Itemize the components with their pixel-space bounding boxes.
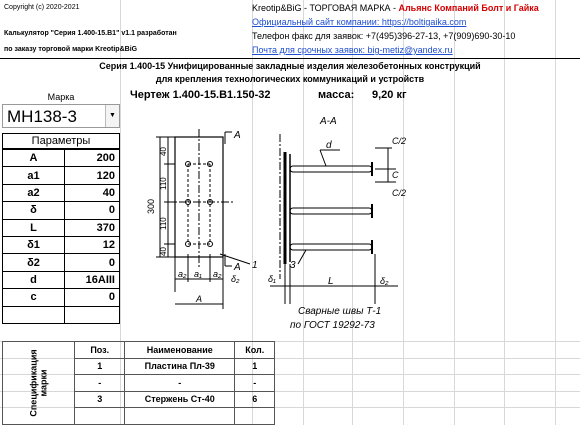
weld-note-2: по ГОСТ 19292-73 (290, 320, 375, 331)
param-row (3, 306, 120, 323)
dim-40-top: 40 (159, 147, 168, 156)
param-row (3, 167, 120, 184)
param-row (3, 219, 120, 236)
param-row (3, 236, 120, 253)
param-key: c (3, 289, 65, 306)
dropdown-arrow-icon[interactable]: ▼ (105, 105, 119, 127)
mass-value: 9,20 кг (372, 89, 407, 101)
param-key: δ (3, 202, 65, 219)
spec-cell-pos (75, 408, 125, 425)
param-value[interactable] (65, 306, 120, 323)
delta-x-label: δ₂ (380, 276, 389, 286)
spec-header-name: Наименование (125, 342, 235, 359)
param-row (3, 289, 120, 306)
dim-40-bottom: 40 (159, 247, 168, 256)
spec-cell-qty (235, 408, 275, 425)
c2-top-label: С/2 (392, 136, 407, 146)
spec-cell-name (125, 408, 235, 425)
param-row (3, 184, 120, 201)
dim-300: 300 (146, 198, 156, 214)
spec-cell-name: Стержень Ст-40 (125, 391, 235, 408)
copyright-text: Copyright (c) 2020-2021 (4, 4, 80, 11)
a-mark-top: А (234, 130, 241, 141)
calc-line-2: по заказу торговой марки Kreotip&BiG (4, 46, 138, 53)
phone-line: Телефон факс для заявок: +7(495)396-27-13, +7(909)690-30-10 (252, 31, 516, 41)
spec-cell-name: - (125, 375, 235, 392)
spec-header-row (3, 342, 275, 359)
spec-cell-qty: - (235, 375, 275, 392)
spec-side-label-1: Спецификация (28, 349, 39, 417)
section-label: А-А (320, 116, 337, 127)
param-key: δ1 (3, 236, 65, 253)
c-label: С (392, 170, 399, 180)
spec-side-label-2: марки (38, 369, 49, 397)
param-row (3, 150, 120, 167)
spec-cell-qty: 6 (235, 391, 275, 408)
spec-header-qty: Кол. (235, 342, 275, 359)
email-link[interactable]: Почта для срочных заявок: big-metiz@yandex.ru (252, 45, 453, 55)
brand-prefix: Kreotip&BiG - ТОРГОВАЯ МАРКА - (252, 3, 399, 13)
series-title-2: для крепления технологических коммуникаций и устройств (155, 74, 425, 84)
param-key: δ2 (3, 254, 65, 271)
series-title-1: Серия 1.400-15 Унифицированные закладные изделия железобетонных конструкций (99, 61, 481, 71)
dim-d-label: d (326, 140, 332, 151)
param-key: L (3, 219, 65, 236)
mass-label: масса: (318, 89, 355, 101)
calc-line-1: Калькулятор "Серия 1.400-15.В1" v1.1 разработан (4, 30, 177, 37)
marka-value: МН138-3 (7, 107, 77, 126)
dim-110-top: 110 (159, 177, 168, 190)
marka-select[interactable] (2, 104, 120, 128)
c2-bottom-label: С/2 (392, 188, 407, 198)
param-key (3, 306, 65, 323)
delta2-label: δ₂ (231, 274, 240, 284)
a2-label: a₂ (178, 269, 187, 279)
a1-label: a₁ (194, 269, 202, 279)
param-key: a1 (3, 167, 65, 184)
params-table (2, 149, 120, 324)
params-title: Параметры (2, 133, 120, 149)
param-value[interactable]: 0 (65, 254, 120, 271)
leader-3-label: 3 (290, 260, 296, 271)
param-value[interactable]: 200 (65, 150, 120, 167)
param-value[interactable]: 12 (65, 236, 120, 253)
param-value[interactable]: 370 (65, 219, 120, 236)
dim-110-bottom: 110 (159, 217, 168, 230)
A-bottom-label: А (196, 294, 203, 304)
marka-label: Марка (47, 92, 75, 102)
a2b-label: a₂ (213, 269, 222, 279)
param-value[interactable]: 40 (65, 184, 120, 201)
param-key: a2 (3, 184, 65, 201)
param-value[interactable]: 0 (65, 289, 120, 306)
spec-cell-qty: 1 (235, 358, 275, 375)
L-label: L (328, 276, 334, 287)
param-value[interactable]: 16AIII (65, 271, 120, 288)
spec-header-pos: Поз. (75, 342, 125, 359)
delta1-label: δ₁ (268, 274, 276, 284)
param-row (3, 202, 120, 219)
brand-alliance: Альянс Компаний Болт и Гайка (398, 3, 539, 13)
leader-1-label: 1 (252, 260, 258, 271)
technical-drawing (130, 104, 578, 340)
drawing-label: Чертеж 1.400-15.В1.150-32 (130, 89, 271, 101)
param-row (3, 254, 120, 271)
spec-cell-pos: 1 (75, 358, 125, 375)
a-mark-bottom: А (234, 262, 241, 273)
weld-note-1: Сварные швы Т-1 (298, 306, 382, 317)
param-row (3, 271, 120, 288)
param-key: d (3, 271, 65, 288)
spec-table (2, 341, 275, 425)
spec-cell-pos: 3 (75, 391, 125, 408)
spec-cell-name: Пластина Пл-39 (125, 358, 235, 375)
param-key: A (3, 150, 65, 167)
spec-side-label (3, 342, 75, 425)
param-value[interactable]: 120 (65, 167, 120, 184)
spec-cell-pos: - (75, 375, 125, 392)
brand-line (252, 3, 539, 13)
site-link[interactable]: Официальный сайт компании: https://boltigaika.com (252, 17, 467, 27)
header-separator (0, 58, 580, 59)
param-value[interactable]: 0 (65, 202, 120, 219)
